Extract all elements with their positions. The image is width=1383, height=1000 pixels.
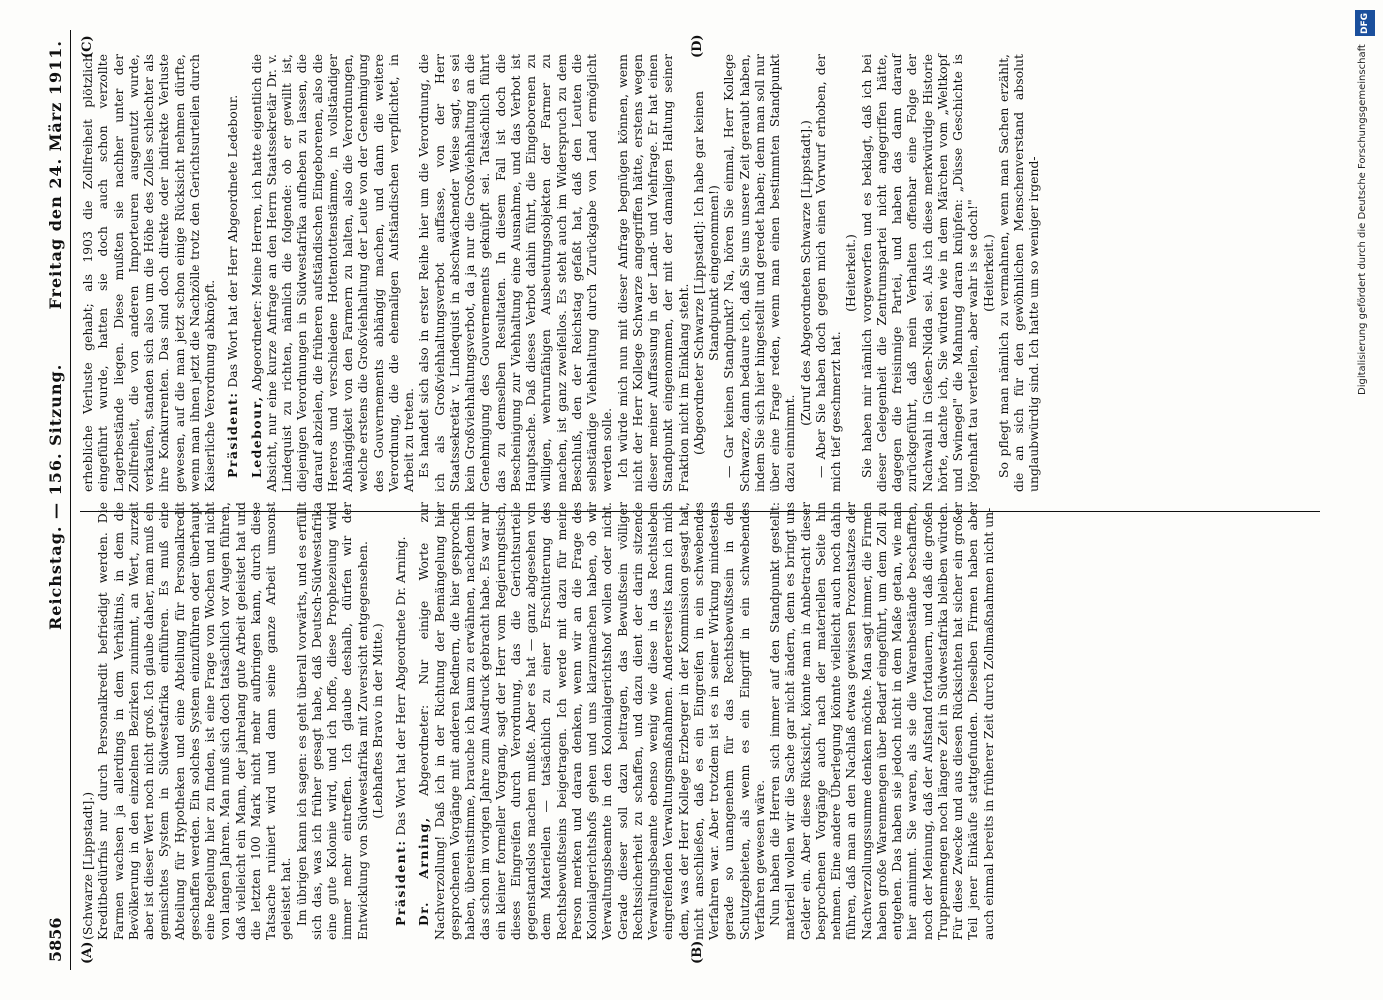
paragraph-text: (Schwarze [Lippstadt].) xyxy=(80,791,95,940)
paragraph-text: Im übrigen kann ich sagen: es geht überall vorwärts, und es erfüllt sich das, was ich früher gesagt habe, daß Deutsch-Südwestafrika eine gute Kolonie wird, und ich hoffe, diese Prophezeiung wird immer mehr eintreffen. Ich glaube deshalb, dürfen wir der Entwicklung von Südwestafrika mit Zuversicht entgegensehen. xyxy=(293,502,370,940)
paragraph-text: Es handelt sich also in erster Reihe hier um die Verordnung, die ich als Großviehhaltungsverbot auffasse, von der Herr Staatssekretär v. Lindequist in abschwächender Weise sagt, es sei kein Großviehhaltungsverbot, da ja nur die Großviehhaltung an die Genehmigung des Gouvernements geknüpft sei. Tatsächlich führt das zu demselben Resultaten. In diesem Fall ist doch die Bescheinigung zur Viehhaltung eine Ausnahme, und das Verbot ist Hauptsache. Daß dieses Verbot dahin führt, die Eingeborenen zu willigen, wehrunfähigen Ausbeutungsobjekten der Farmer zu machen, ist ganz zweifellos. Es steht auch im Widerspruch zu dem Beschluß, den der Reichstag gefaßt hat, daß den Leuten die selbständige Viehhaltung durch Zurückgabe von Land ermöglicht werden solle. xyxy=(416,54,615,492)
paragraph-text: Das Wort hat der Herr Abgeordnete Dr. Arning. xyxy=(393,536,408,836)
paragraph-text: — Aber Sie haben doch gegen mich einen Vorwurf erhoben, der mich tief geschmerzt hat. xyxy=(812,54,843,492)
dfg-logo: DFG xyxy=(1355,10,1375,36)
paragraph-text: (Abgeordneter Schwarze [Lippstadt]: Ich habe gar keinen Standpunkt eingenommen!) xyxy=(690,91,721,455)
paragraph-text: Abgeordneter: Meine Herren, ich hatte eigentlich die Absicht, nur eine kurze Anfrage an den Herrn Staatssekretär Dr. v. Lindequist zu richten, nämlich die folgende: ob er gewillt ist, diejenigen Verordnungen in Südwestafrika aufheben zu lassen, die darauf abzielen, die früheren aufständischen Eingeborenen, also die Hereros und verschiedene Hottentottenstämme, in vollständiger Abhängigkeit von den Farmern zu halten, also die Verordnungen, welche erstens die Großviehhaltung der Leute von der Genehmigung des Gouvernements abhängig machen, und dann die weitere Verordnung, die die ehemaligen Aufständischen verpflichtet, in Arbeit zu treten. xyxy=(248,54,416,492)
speaker-name: Ledebour, xyxy=(248,395,264,478)
right-column-paragraph xyxy=(691,54,722,492)
header-title: Reichstag. — 156. Sitzung. xyxy=(46,363,65,630)
right-column-paragraph xyxy=(798,54,813,492)
right-column-paragraph xyxy=(996,54,1042,492)
right-column-paragraph xyxy=(813,54,844,492)
paragraph-text: So pflegt man nämlich zu vermahnen, wenn man Sachen erzählt, die an sich für den gewöhnlichen Menschenverstand absolut unglaubwürdig sind. Ich hatte um so weniger irgend- xyxy=(995,54,1042,492)
paragraph-text: Kreditbedürfnis nur durch Personalkredit befriedigt werden. Die Farmen wachsen ja allerdings in dem Verhältnis, in dem die Bevölkerung in den einzelnen Bezirken zunimmt, an Wert, zurzeit aber ist dieser Wert noch nicht groß. Ich glaube daher, man muß ein gemischtes System in Südwestafrika einführen. Es muß eine Abteilung für Hypotheken und eine Abteilung für Personalkredit geschaffen werden. Ein solches System einzuführen oder überhaupt eine Regelung hier zu finden, ist eine Frage von Wochen und nicht von langen Jahren. Man muß sich doch tatsächlich vor Augen führen, daß vielleicht ein Mann, der jahrelang gute Arbeit geleistet hat und die letzten 100 Mark nicht mehr aufbringen kann, durch diese Tatsache ruiniert wird und dann seine ganze Arbeit umsonst geleistet hat. xyxy=(95,502,294,940)
paragraph-text: Das Wort hat der Herr Abgeordnete Ledebour. xyxy=(225,94,241,388)
speaker-name: Dr. Arning, xyxy=(416,816,432,926)
right-text-column xyxy=(80,54,1042,492)
right-column-paragraph xyxy=(80,54,217,492)
margin-marker-a: (A) xyxy=(80,941,95,964)
speaker-name: Präsident: xyxy=(393,839,408,926)
right-column-paragraph xyxy=(225,54,240,492)
left-column-paragraph xyxy=(416,502,767,940)
right-column-paragraph xyxy=(249,54,417,492)
margin-marker-c: (C) xyxy=(80,35,95,58)
rotated-document-page xyxy=(40,30,1330,970)
paragraph-text: (Zuruf des Abgeordneten Schwarze [Lippstadt].) xyxy=(797,120,813,426)
paragraph-text: Nun haben die Herren sich immer auf den Standpunkt gestellt: materiell wollen wir die Sache gar nicht ändern, denn es bringt uns Gelder ein. Aber diese Rücksicht, könnte man in Anbetracht dieser besprochenen Vorgänge auch nach der materiellen Seite hin nehmen. Eine andere Überlegung könnte vielleicht auch noch dahin führen, daß man an den Nachlaß etwas gewissen Prozentsatzes der Nachverzollungssumme denken möchte. Man sagt immer, die Firmen haben große Warenmengen über Bedarf eingeführt, um dem Zoll zu entgehen. Das haben sie jedoch nicht in dem Maße getan, wie man hier annimmt. Sie waren, als sie die Warenbestände beschafften, noch der Meinung, daß der Aufstand fortdauern, und daß die großen Truppenmengen noch längere Zeit in Südwestafrika bleiben würden. Für diese Zwecke und aus diesen Rücksichten hat sicher ein großer Teil jener Einkäufe stattgefunden. Dieselben Firmen haben aber auch einmal bereits in früherer Zeit durch Zollmaßnahmen nicht un- xyxy=(767,502,996,940)
running-header xyxy=(40,30,71,970)
page-number: 5856 xyxy=(46,917,65,962)
left-column-paragraph xyxy=(393,502,408,940)
paragraph-text: Sie haben mir nämlich vorgeworfen und es beklagt, daß ich bei dieser Gelegenheit die Zentrumspartei nicht angegriffen hätte, dagegen die freisinnige Partei, und haben das dann darauf zurückgeführt, daß mein Verhalten offenbar eine Folge der Nachwahl in Gießen-Nidda sei. Als ich diese merkwürdige Historie hörte, dachte ich, Sie würden wie in dem Märchen vom „Weltkopf und Swinegel" die Mahnung daran knüpfen: „Düsse Geschichte is lögenhaft tau vertellen, aber wahr is se doch!" xyxy=(858,54,981,492)
margin-marker-b: (B) xyxy=(690,940,705,964)
left-column-paragraph xyxy=(370,502,385,940)
right-column-paragraph xyxy=(721,54,797,492)
paragraph-text: (Heiterkeit.) xyxy=(843,234,859,312)
right-column-paragraph xyxy=(416,54,614,492)
digitization-note: Digitalisierung gefördert durch die Deutsche Forschungsgemeinschaft xyxy=(1357,44,1368,395)
paragraph-text: erhebliche Verluste gehabt; als 1903 die Zollfreiheit plötzlich eingeführt wurde, hatten sie doch auch schon verzollte Lagerbestände liegen. Diese mußten sie nachher unter der Zollfreiheit, die von anderen Importeuren ausgenutzt wurde, verkaufen, standen sich also um die Höhe des Zolles schlechter als ihre Konkurrenten. Das sind doch direkte oder indirekte Verluste gewesen, auf die man jetzt schon einige Rücksicht nehmen dürfte, wenn man ihnen jetzt die Nachzölle trotz den Gerichtsurteilen durch Kaiserliche Verordnung abknöpft. xyxy=(80,54,217,492)
right-column-paragraph xyxy=(981,54,996,492)
paragraph-text: Abgeordneter: Nur einige Worte zur Nachverzollung! Daß ich in der Richtung der Bemängelung hier gesprochenen Vorgänge mit anderen Rednern, die hier gesprochen haben, übereinstimme, brauche ich kaum zu erwähnen, nachdem ich das schon im vorigen Jahre zum Ausdruck gebracht habe. Es war nur ein kleiner formeller Vorgang, sagt der Herr vom Regierungstisch, dieses Eingreifen durch Verordnung, das die Gerichtsurteile gegenstandslos machen mußte. Aber es hat — ganz abgesehen von dem Materiellen — tatsächlich zu einer Erschütterung des Rechtsbewußtseins beigetragen. Ich werde mit dazu für meine Person merken und daran denken, wenn wir an die Frage des Kolonialgerichtshofs gehen und uns klarzumachen haben, ob wir Verwaltungsbeamte in den Kolonialgerichtshof wollen oder nicht. Gerade dieser soll dazu beitragen, das Bewußtsein völliger Rechtssicherheit zu schaffen, und dazu dient der darin sitzende Verwaltungsbeamte ebenso wenig wie diese in das Rechtsleben eingreifenden Verwaltungsmaßnahmen. Andererseits kann ich mich dem, was der Herr Kollege Erzberger in der Kommission gesagt hat, nicht anschließen, daß es ein Eingreifen in ein schwebendes Verfahren war. Aber trotzdem ist es in seiner Wirkung mindestens gerade so unangenehm für das Rechtsbewußtsein in den Schutzgebieten, als wenn es ein Eingriff in ein schwebendes Verfahren gewesen wäre. xyxy=(416,502,767,940)
left-column-paragraph xyxy=(95,502,293,940)
right-column-paragraph xyxy=(859,54,981,492)
right-column-paragraph xyxy=(843,54,858,492)
margin-marker-d: (D) xyxy=(690,34,705,58)
speaker-name: Präsident: xyxy=(225,391,241,478)
paragraph-text: (Heiterkeit.) xyxy=(980,234,996,312)
left-column-paragraph xyxy=(767,502,996,940)
header-date: Freitag den 24. März 1911. xyxy=(46,40,65,310)
left-text-column xyxy=(80,502,996,940)
paragraph-text: (Lebhaftes Bravo in der Mitte.) xyxy=(369,623,385,819)
digitization-strip xyxy=(1355,10,1377,990)
left-column-paragraph xyxy=(80,502,95,940)
paragraph-text: Ich würde mich nun mit dieser Anfrage begnügen können, wenn nicht der Herr Kollege Schwarze angegriffen hätte, erstens wegen dieser meiner Auffassung in der Land- und Viehfrage. Er hat einen Standpunkt eingenommen, der mit der damaligen Haltung seiner Fraktion nicht im Einklang steht. xyxy=(614,54,691,492)
paragraph-text: — Gar keinen Standpunkt? Na, hören Sie einmal, Herr Kollege Schwarze, dann bedaure ich, daß Sie uns unsere Zeit geraubt haben, indem Sie sich hier hingestellt und geredet haben; denn man soll nur über eine Frage reden, wenn man einen bestimmten Standpunkt dazu einnimmt. xyxy=(721,54,798,492)
right-column-paragraph xyxy=(615,54,691,492)
left-column-paragraph xyxy=(294,502,370,940)
column-divider xyxy=(80,511,1320,512)
